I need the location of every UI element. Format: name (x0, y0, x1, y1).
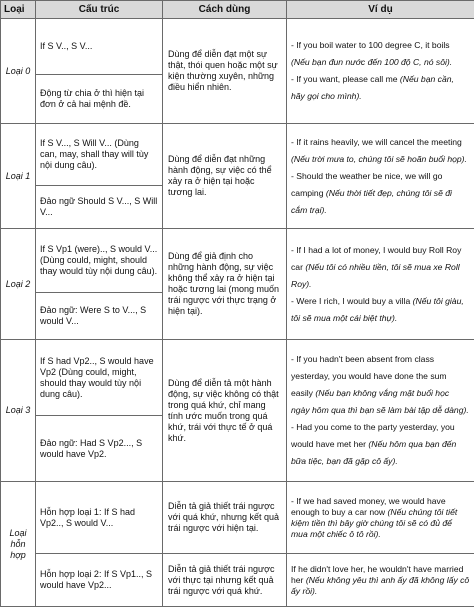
structure-1b: Đảo ngữ Should S V..., S Will V... (36, 186, 163, 229)
structure-4a: Hỗn hợp loại 1: If S had Vp2.., S would V... (36, 482, 163, 554)
structure-0a: If S V.., S V... (36, 19, 163, 75)
example-2b-vi: (Nếu tôi giàu, tôi sẽ mua một cái biệt thự). (291, 295, 464, 323)
example-2a-vi: (Nếu tôi có nhiều tiền, tôi sẽ mua xe Roll Roy). (291, 261, 460, 289)
usage-1: Dùng để diễn đạt những hành động, sự việc có thể xảy ra ở hiện tại hoặc tương lai. (163, 124, 287, 229)
example-1a-vi: (Nếu trời mưa to, chúng tôi sẽ hoãn buổi họp). (291, 153, 467, 164)
row-type-0: Loại 0 (1, 19, 36, 124)
usage-4a: Diễn tả giả thiết trái ngược với quá khứ, nhưng kết quả trái ngược với hiện tại. (163, 482, 287, 554)
example-4b (287, 554, 474, 607)
usage-0: Dùng để diễn đạt một sự thật, thói quen hoặc một sự kiện thường xuyên, những điều hiển nhiên. (163, 19, 287, 124)
example-1b-vi: (Nếu thời tiết đẹp, chúng tôi sẽ đi cắm trại). (291, 187, 452, 215)
structure-2a: If S Vp1 (were).., S would V... (Dùng could, might, should thay would tùy nội dung câu). (36, 229, 163, 293)
example-2 (287, 229, 474, 340)
header-type: Loại (1, 1, 36, 19)
example-1b-en: - Should the weather be nice, we will go camping (291, 170, 443, 198)
example-3 (287, 340, 474, 482)
row-type-4: Loại hỗn hợp (1, 482, 36, 607)
table-row (1, 124, 474, 186)
example-0b-en: - If you want, please call me (291, 74, 398, 84)
structure-2b: Đảo ngữ: Were S to V..., S would V... (36, 293, 163, 340)
header-example: Ví dụ (287, 1, 474, 19)
header-structure: Cấu trúc (36, 1, 163, 19)
row-type-1: Loại 1 (1, 124, 36, 229)
example-2b-en: - Were I rich, I would buy a villa (291, 295, 411, 306)
table-row (1, 19, 474, 75)
structure-4b: Hỗn hợp loại 2: If S Vp1.., S would have Vp2... (36, 554, 163, 607)
usage-2: Dùng để giả định cho những hành động, sự việc không thể xảy ra ở hiện tại hoặc tương lai (mong muốn trái ngược với thực trạng ở hiện tại). (163, 229, 287, 340)
example-3b-vi: (Nếu hôm qua bạn đến bữa tiệc, bạn đã gặp cô ấy). (291, 439, 457, 466)
example-4a-en: - If we had saved money, we would have enough to buy a car now (291, 495, 446, 517)
header-row (1, 1, 474, 19)
usage-4b: Diễn tả giả thiết trái ngược với thực tại nhưng kết quả trái ngược với quá khứ. (163, 554, 287, 607)
structure-0b: Động từ chia ở thì hiện tại đơn ở cả hai mệnh đề. (36, 75, 163, 124)
example-0a-vi: (Nếu bạn đun nước đến 100 độ C, nó sôi). (291, 57, 453, 67)
row-type-2: Loại 2 (1, 229, 36, 340)
table-row (1, 554, 474, 607)
example-3b-en: - Had you come to the party yesterday, you would have met her (291, 422, 455, 449)
structure-3a: If S had Vp2.., S would have Vp2 (Dùng could, might, should thay would tùy nội dung câu). (36, 340, 163, 416)
example-0 (287, 19, 474, 124)
table-row (1, 229, 474, 293)
example-0b-vi: (Nếu bạn cần, hãy gọi cho mình). (291, 74, 454, 101)
table-row (1, 482, 474, 554)
usage-3: Dùng để diễn tả một hành động, sự việc không có thật trong quá khứ, chỉ mang tính ước muốn trong quá khứ, trái với thực tế ở quá khứ. (163, 340, 287, 482)
example-3a-vi: (Nếu bạn không vắng mặt buổi học ngày hôm qua thì bạn sẽ làm bài tập dễ dàng). (291, 388, 469, 415)
example-0a-en: - If you boil water to 100 degree C, it boils (291, 40, 450, 50)
structure-1a: If S V..., S Will V... (Dùng can, may, shall thay will tùy nội dung câu). (36, 124, 163, 186)
row-type-3: Loại 3 (1, 340, 36, 482)
structure-3b: Đảo ngữ: Had S Vp2..., S would have Vp2. (36, 416, 163, 482)
example-3a-en: - If you hadn't been absent from class yesterday, you would have done the sum easily (291, 354, 447, 398)
example-1a-en: - If it rains heavily, we will cancel the meeting (291, 136, 462, 147)
example-4a (287, 482, 474, 554)
example-2a-en: - If I had a lot of money, I would buy Roll Roy car (291, 244, 462, 272)
example-4b-vi: (Nếu không yêu thì anh ấy đã không lấy cô ấy rồi). (291, 574, 470, 596)
table-row (1, 340, 474, 416)
example-4b-en: If he didn't love her, he wouldn't have married her (291, 563, 464, 585)
example-1 (287, 124, 474, 229)
header-usage: Cách dùng (163, 1, 287, 19)
example-4a-vi: (Nếu chúng tôi tiết kiệm tiền thì bây giờ chúng tôi sẽ có đủ để mua một chiếc ô tô rồi). (291, 506, 458, 539)
